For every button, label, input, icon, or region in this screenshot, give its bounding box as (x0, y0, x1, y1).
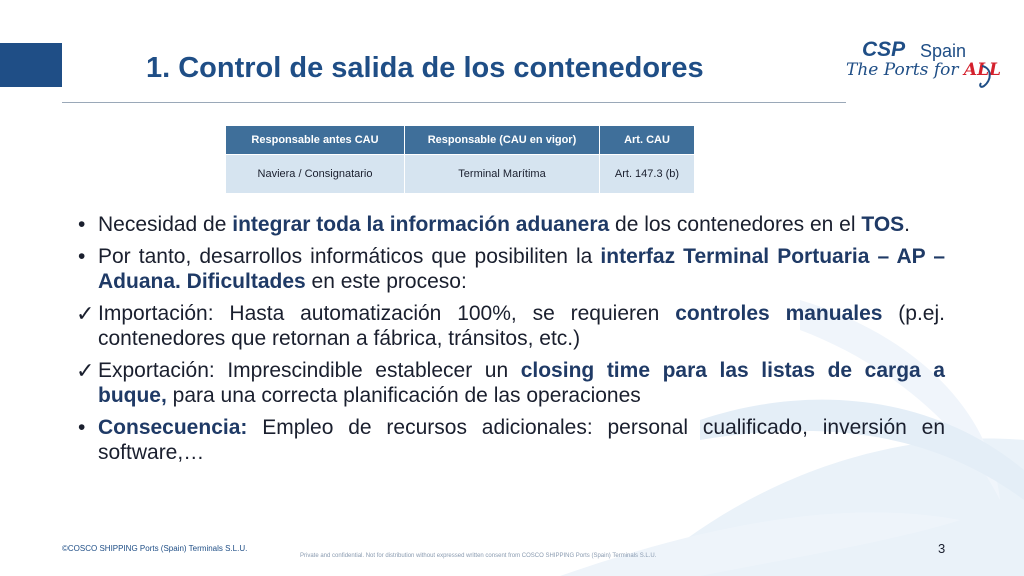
checkmark-icon: ✓ (76, 301, 95, 326)
table-cell: Terminal Marítima (405, 155, 600, 194)
csp-spain-logo (846, 36, 1001, 94)
bullet-text: Por tanto, desarrollos informáticos que posibiliten la (98, 245, 601, 268)
responsibility-table (225, 125, 695, 194)
bullet-emphasis-text: Consecuencia: (98, 416, 248, 439)
footer-confidential-notice: Private and confidential. Not for distribution without expressed written consent from COSCO SHIPPING Ports (Spain) Terminals S.L.U. (300, 553, 657, 559)
table-header-cell: Art. CAU (600, 126, 695, 155)
logo-curl-icon (978, 64, 994, 90)
bullet-text: en este proceso: (305, 270, 467, 293)
logo-brand: CSP (862, 38, 906, 61)
bullet-emphasis-text: closing time para las listas de carga a buque, (98, 359, 945, 407)
bullet-text: Importación: Hasta automatización 100%, se requieren (98, 302, 676, 325)
table-cell: Art. 147.3 (b) (600, 155, 695, 194)
bullet-emphasis-text: TOS (861, 213, 905, 236)
table-header-cell: Responsable (CAU en vigor) (405, 126, 600, 155)
table-header-cell: Responsable antes CAU (226, 126, 405, 155)
bullet-item (78, 358, 945, 408)
bullet-text: (p.ej. contenedores que retornan a fábrica, tránsitos, etc.) (98, 302, 945, 350)
bullet-emphasis-text: controles manuales (675, 302, 883, 325)
bullet-list (78, 212, 945, 472)
bullet-emphasis-text: interfaz Terminal Portuaria – AP – Aduana. Dificultades (98, 245, 945, 293)
bullet-text: para una correcta planificación de las operaciones (166, 384, 641, 407)
title-accent-block (0, 43, 62, 87)
bullet-emphasis-text: integrar toda la información aduanera (232, 213, 610, 236)
bullet-item (78, 212, 945, 237)
table-header-row (226, 126, 695, 155)
bullet-text: Exportación: Imprescindible establecer un (98, 359, 521, 382)
bullet-text: . (904, 213, 911, 236)
logo-tagline-text: The Ports for (846, 60, 964, 80)
table-row (226, 155, 695, 194)
bullet-icon: • (78, 416, 86, 439)
page-number: 3 (938, 541, 946, 556)
table-cell: Naviera / Consignatario (226, 155, 405, 194)
logo-tagline-emphasis: ALL (963, 60, 1001, 80)
bullet-item (78, 244, 945, 294)
bullet-text: Empleo de recursos adicionales: personal cualificado, inversión en software,… (98, 416, 945, 464)
footer-copyright: ©COSCO SHIPPING Ports (Spain) Terminals S.L.U. (62, 544, 248, 553)
bullet-text: de los contenedores en el (609, 213, 862, 236)
bullet-text: Necesidad de (98, 213, 233, 236)
checkmark-icon: ✓ (76, 358, 95, 383)
bullet-icon: • (78, 245, 86, 268)
bullet-icon: • (78, 213, 86, 236)
title-divider (62, 102, 846, 103)
bullet-item (78, 415, 945, 465)
bullet-item (78, 301, 945, 351)
slide-title: 1. Control de salida de los contenedores (146, 52, 704, 84)
logo-region: Spain (920, 41, 967, 61)
